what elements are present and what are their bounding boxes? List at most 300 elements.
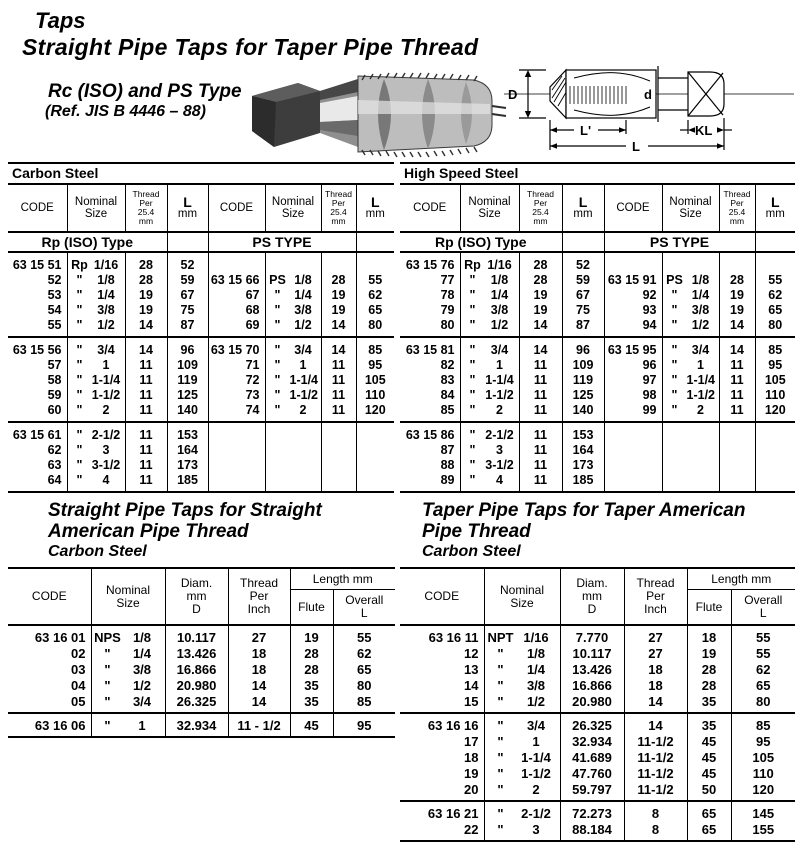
nominal-prefix: " [76, 472, 83, 487]
column-header: Thread Per Inch [228, 568, 290, 625]
table-cell: 22 [464, 821, 479, 837]
high-speed-steel-section [400, 162, 795, 493]
nominal-size [461, 428, 519, 442]
nominal-prefix: " [469, 402, 476, 417]
bottom-left-subtitle: Carbon Steel [48, 543, 147, 560]
nominal-value: 3/4 [691, 342, 710, 357]
table-cell: 16.866 [165, 661, 228, 677]
nominal-value: 3/8 [132, 661, 152, 677]
table-cell: 11 [321, 387, 356, 402]
table-cell [662, 302, 719, 317]
nominal-prefix: " [104, 661, 111, 677]
table-cell: 11 [719, 357, 755, 372]
column-header: Nominal Size [91, 568, 165, 625]
table-cell: 19 [464, 765, 479, 781]
nominal-prefix: " [671, 342, 678, 357]
table-row [8, 387, 394, 402]
nominal-value: 3 [496, 442, 503, 457]
type-empty-cell [755, 232, 795, 252]
nominal-prefix: " [76, 317, 83, 332]
table-cell [265, 337, 321, 357]
table-cell [719, 252, 755, 272]
nominal-prefix: " [274, 357, 281, 372]
nominal-value: 2 [532, 781, 540, 797]
nominal-prefix: " [497, 677, 504, 693]
nominal-size [266, 273, 321, 287]
flute-column-header: Flute [687, 590, 731, 626]
table-cell [356, 457, 394, 472]
table-cell: 11 [125, 457, 167, 472]
nominal-size [485, 750, 560, 765]
table-cell [662, 372, 719, 387]
table-cell [662, 357, 719, 372]
table-cell: 120 [755, 402, 795, 422]
nominal-value: 1/2 [526, 693, 546, 709]
nominal-prefix: " [469, 372, 476, 387]
table-cell [67, 422, 125, 442]
table-cell [755, 442, 795, 457]
taper-american-section [400, 500, 795, 842]
table-row [400, 422, 795, 442]
nominal-value: 1/2 [294, 317, 312, 332]
tap-diagram-svg [498, 54, 798, 166]
table-cell [755, 457, 795, 472]
table-cell [662, 317, 719, 337]
nominal-value: 1-1/4 [521, 749, 551, 765]
nominal-prefix: " [497, 765, 504, 781]
table-cell [321, 422, 356, 442]
type-designation: Rc (ISO) and PS Type [48, 81, 242, 102]
nominal-prefix: " [76, 372, 83, 387]
dim-label-d: d [644, 87, 652, 102]
nominal-prefix: " [497, 661, 504, 677]
table-cell: 11 [125, 402, 167, 422]
nominal-value: 1/2 [132, 677, 152, 693]
table-cell: 11 [321, 402, 356, 422]
nominal-size [68, 473, 125, 487]
nominal-size [461, 458, 519, 472]
table-cell [265, 252, 321, 272]
table-cell: 11 [125, 442, 167, 457]
page-subtitle: Straight Pipe Taps for Taper Pipe Thread [22, 34, 479, 60]
table-cell: 72.273 [560, 801, 624, 821]
table-row [400, 272, 795, 287]
table-cell: 84 [440, 387, 455, 402]
table-cell [67, 337, 125, 357]
nominal-prefix: Rp [71, 257, 88, 272]
table-cell: 119 [167, 372, 208, 387]
table-cell: 41.689 [560, 749, 624, 765]
table-cell [91, 677, 165, 693]
table-cell: 28 [290, 661, 333, 677]
nominal-prefix: PS [269, 272, 286, 287]
table-cell: 63 15 86 [400, 422, 460, 442]
nominal-size [68, 318, 125, 332]
table-cell: 10.117 [165, 625, 228, 645]
table-cell [91, 713, 165, 737]
column-header: Nominal Size [484, 568, 560, 625]
nominal-size [68, 343, 125, 357]
table-cell [67, 317, 125, 337]
table-cell: 19 [519, 287, 562, 302]
table-cell [91, 661, 165, 677]
carbon-steel-section [8, 162, 394, 493]
table-cell: 95 [356, 357, 394, 372]
nominal-value: 1/8 [132, 629, 152, 645]
section-title-high-speed-steel: High Speed Steel [404, 165, 519, 181]
table-row [8, 372, 394, 387]
table-cell: 10.117 [560, 645, 624, 661]
table-cell: 14 [719, 337, 755, 357]
nominal-prefix: PS [666, 272, 683, 287]
table-cell: 164 [562, 442, 604, 457]
nominal-prefix: NPS [94, 629, 121, 645]
table-cell: 185 [562, 472, 604, 492]
table-cell [460, 357, 519, 372]
table-cell: 63 15 76 [405, 257, 455, 272]
nominal-size [68, 258, 125, 272]
table-cell: 89 [440, 472, 455, 487]
table-cell: 11-1/2 [624, 765, 687, 781]
table-row [400, 457, 795, 472]
nominal-size [461, 258, 519, 272]
type-empty-cell [167, 232, 208, 252]
nominal-prefix: " [274, 287, 281, 302]
dim-label-L: L [632, 139, 640, 154]
table-cell: 11 [125, 422, 167, 442]
table-cell: 11 [125, 472, 167, 492]
table-cell: 140 [167, 402, 208, 422]
column-header: L mm [755, 184, 795, 232]
nominal-prefix: " [497, 781, 504, 797]
table-cell: 14 [228, 677, 290, 693]
nominal-size [663, 273, 719, 287]
table-cell [755, 422, 795, 442]
nominal-prefix: " [469, 442, 476, 457]
table-cell: 63 16 06 [8, 713, 91, 737]
dim-label-L-prime: L' [580, 123, 592, 138]
nominal-size [485, 718, 560, 733]
table-cell: 96 [562, 337, 604, 357]
table-cell [460, 387, 519, 402]
table-cell: 63 16 11 [428, 629, 479, 645]
nominal-value: 3/4 [490, 342, 509, 357]
nominal-size [266, 288, 321, 302]
nominal-size [68, 288, 125, 302]
table-cell: 185 [167, 472, 208, 492]
nominal-prefix: " [274, 402, 281, 417]
table-cell: 54 [47, 302, 62, 317]
table-cell: 55 [755, 272, 795, 287]
table-cell: 45 [687, 733, 731, 749]
table-cell: 145 [731, 801, 795, 821]
nominal-size [485, 822, 560, 837]
table-row [8, 272, 394, 287]
nominal-size [461, 443, 519, 457]
nominal-size [485, 630, 560, 645]
nominal-value: 1/8 [691, 272, 710, 287]
nominal-size [485, 662, 560, 677]
table-cell [91, 625, 165, 645]
table-cell [208, 442, 265, 457]
nominal-value: 1/4 [132, 645, 152, 661]
table-cell [265, 442, 321, 457]
table-cell: 28 [687, 677, 731, 693]
nominal-prefix: " [76, 287, 83, 302]
table-cell: 35 [290, 677, 333, 693]
nominal-size [92, 678, 165, 693]
table-cell: 62 [755, 287, 795, 302]
table-row [400, 821, 795, 841]
table-cell [208, 472, 265, 492]
table-cell: 72 [208, 372, 265, 387]
table-cell: 18 [228, 645, 290, 661]
table-cell: 11 [519, 422, 562, 442]
table-cell: 63 15 91 [604, 272, 662, 287]
tap-neck [320, 79, 358, 147]
table-cell [460, 402, 519, 422]
nominal-value: 2-1/2 [91, 427, 121, 442]
table-cell: 14 [624, 713, 687, 733]
table-cell: 18 [464, 749, 479, 765]
table-row [8, 713, 395, 737]
table-cell [67, 287, 125, 302]
taper-american-table [400, 567, 795, 842]
nominal-prefix: " [671, 357, 678, 372]
nominal-size [485, 782, 560, 797]
table-cell: 11 [125, 372, 167, 387]
section-title-carbon-steel: Carbon Steel [12, 165, 99, 181]
table-cell [719, 472, 755, 492]
carbon-steel-table [8, 183, 394, 493]
table-cell: 8 [624, 821, 687, 841]
table-cell: 11 [125, 387, 167, 402]
nominal-size [663, 318, 719, 332]
table-cell: 94 [604, 317, 662, 337]
table-cell [356, 252, 394, 272]
table-cell: 19 [321, 302, 356, 317]
nominal-value: 1 [102, 357, 110, 372]
table-row [400, 472, 795, 492]
table-cell: 95 [731, 733, 795, 749]
column-header: Nominal Size [460, 184, 519, 232]
nominal-size [92, 718, 165, 733]
table-row [400, 357, 795, 372]
table-cell: 27 [624, 645, 687, 661]
table-cell: 60 [47, 402, 62, 417]
nominal-value: 3 [102, 442, 110, 457]
table-cell: 19 [719, 302, 755, 317]
nominal-prefix: " [274, 302, 281, 317]
table-cell: 11 [519, 357, 562, 372]
straight-american-section [8, 500, 395, 738]
nominal-value: 1/4 [97, 287, 115, 302]
nominal-value: 1/4 [691, 287, 710, 302]
table-row [8, 317, 394, 337]
type-row [400, 232, 795, 252]
table-cell: 63 15 95 [604, 337, 662, 357]
table-cell: 96 [604, 357, 662, 372]
overall-column-header: Overall L [333, 590, 395, 626]
table-cell: 11 [519, 442, 562, 457]
table-cell: 28 [519, 252, 562, 272]
nominal-prefix: " [497, 717, 504, 733]
nominal-prefix: " [497, 749, 504, 765]
table-cell: 64 [47, 472, 62, 487]
table-cell [208, 422, 265, 442]
nominal-size [266, 343, 321, 357]
nominal-prefix: " [469, 317, 476, 332]
table-cell [67, 372, 125, 387]
table-cell: 83 [440, 372, 455, 387]
table-cell: 63 16 21 [400, 801, 484, 821]
table-cell: 105 [755, 372, 795, 387]
nominal-size [68, 303, 125, 317]
table-header-row [8, 184, 394, 232]
nominal-value: 1-1/4 [289, 372, 318, 387]
table-cell: 11 [519, 372, 562, 387]
table-cell: 18 [624, 661, 687, 677]
table-cell [321, 472, 356, 492]
nominal-value: 3/8 [526, 677, 546, 693]
table-cell: 55 [731, 625, 795, 645]
table-cell [662, 472, 719, 492]
table-cell [67, 442, 125, 457]
table-cell [265, 402, 321, 422]
column-header: L mm [167, 184, 208, 232]
table-cell: 15 [464, 693, 479, 709]
table-cell [662, 387, 719, 402]
table-cell: 99 [604, 402, 662, 422]
nominal-value: 2 [496, 402, 503, 417]
table-cell [265, 302, 321, 317]
table-cell: 77 [440, 272, 455, 287]
nominal-value: 1/16 [93, 257, 119, 272]
table-cell: 11 [321, 372, 356, 387]
nominal-prefix: " [274, 317, 281, 332]
table-cell [484, 749, 560, 765]
table-cell: 53 [47, 287, 62, 302]
nominal-value: 1 [496, 357, 503, 372]
table-cell [67, 387, 125, 402]
table-cell: 11 [719, 372, 755, 387]
nominal-size [68, 403, 125, 417]
column-header: L mm [356, 184, 394, 232]
nominal-value: 1/2 [97, 317, 115, 332]
nominal-size [485, 678, 560, 693]
nominal-prefix: " [104, 677, 111, 693]
nominal-size [266, 403, 321, 417]
table-cell: 73 [208, 387, 265, 402]
nominal-prefix: " [469, 427, 476, 442]
table-cell [208, 252, 265, 272]
table-row [400, 372, 795, 387]
table-cell [265, 287, 321, 302]
table-cell: 28 [687, 661, 731, 677]
nominal-size [266, 318, 321, 332]
table-cell: 03 [71, 661, 86, 677]
nominal-value: 4 [102, 472, 110, 487]
table-cell: 04 [71, 677, 86, 693]
table-cell: 19 [519, 302, 562, 317]
table-cell: 19 [125, 287, 167, 302]
nominal-prefix: " [274, 387, 281, 402]
table-cell [67, 402, 125, 422]
table-cell: 67 [167, 287, 208, 302]
column-header: CODE [400, 568, 484, 625]
nominal-prefix: " [497, 805, 504, 821]
nominal-prefix: " [469, 342, 476, 357]
column-header: Thread Per 25.4 mm [719, 184, 755, 232]
nominal-value: 2-1/2 [485, 427, 514, 442]
table-cell: 63 15 81 [400, 337, 460, 357]
table-cell: 27 [228, 625, 290, 645]
table-cell [662, 287, 719, 302]
table-cell: 52 [562, 252, 604, 272]
nominal-prefix: " [671, 287, 678, 302]
table-cell: 14 [519, 317, 562, 337]
table-cell [67, 252, 125, 272]
table-cell [460, 422, 519, 442]
table-header-row [400, 568, 795, 590]
table-cell: 7.770 [560, 625, 624, 645]
nominal-value: 1/4 [526, 661, 546, 677]
nominal-size [461, 288, 519, 302]
table-cell [208, 457, 265, 472]
table-cell: 67 [562, 287, 604, 302]
column-header: Nominal Size [265, 184, 321, 232]
nominal-prefix: " [76, 427, 83, 442]
nominal-value: 1-1/4 [686, 372, 715, 387]
nominal-size [68, 358, 125, 372]
table-cell [604, 472, 662, 492]
nominal-value: 2 [102, 402, 110, 417]
column-header: CODE [8, 184, 67, 232]
nominal-size [266, 303, 321, 317]
table-cell: 20.980 [165, 677, 228, 693]
column-header: Diam. mm D [165, 568, 228, 625]
tap-shank-square [252, 83, 320, 147]
table-row [400, 781, 795, 801]
table-cell: 50 [687, 781, 731, 801]
table-row [8, 252, 394, 272]
nominal-prefix: " [76, 357, 83, 372]
nominal-value: 3/4 [97, 342, 115, 357]
table-cell: 120 [731, 781, 795, 801]
table-cell [91, 645, 165, 661]
table-cell: 19 [321, 287, 356, 302]
table-cell [484, 645, 560, 661]
nominal-value: 3-1/2 [91, 457, 121, 472]
nominal-prefix: " [76, 272, 83, 287]
table-cell: 120 [356, 402, 394, 422]
nominal-size [461, 303, 519, 317]
table-cell: 63 15 51 [12, 257, 62, 272]
table-cell: 75 [167, 302, 208, 317]
table-cell: 13.426 [560, 661, 624, 677]
table-row [400, 337, 795, 357]
nominal-value: 3/4 [526, 717, 546, 733]
nominal-prefix: " [104, 717, 111, 733]
nominal-value: 1/2 [490, 317, 509, 332]
nominal-value: 3/8 [294, 302, 312, 317]
nominal-value: 3/8 [97, 302, 115, 317]
table-cell: 26.325 [165, 693, 228, 713]
table-cell [484, 661, 560, 677]
table-cell: 98 [604, 387, 662, 402]
table-cell [265, 357, 321, 372]
table-cell: 65 [731, 677, 795, 693]
